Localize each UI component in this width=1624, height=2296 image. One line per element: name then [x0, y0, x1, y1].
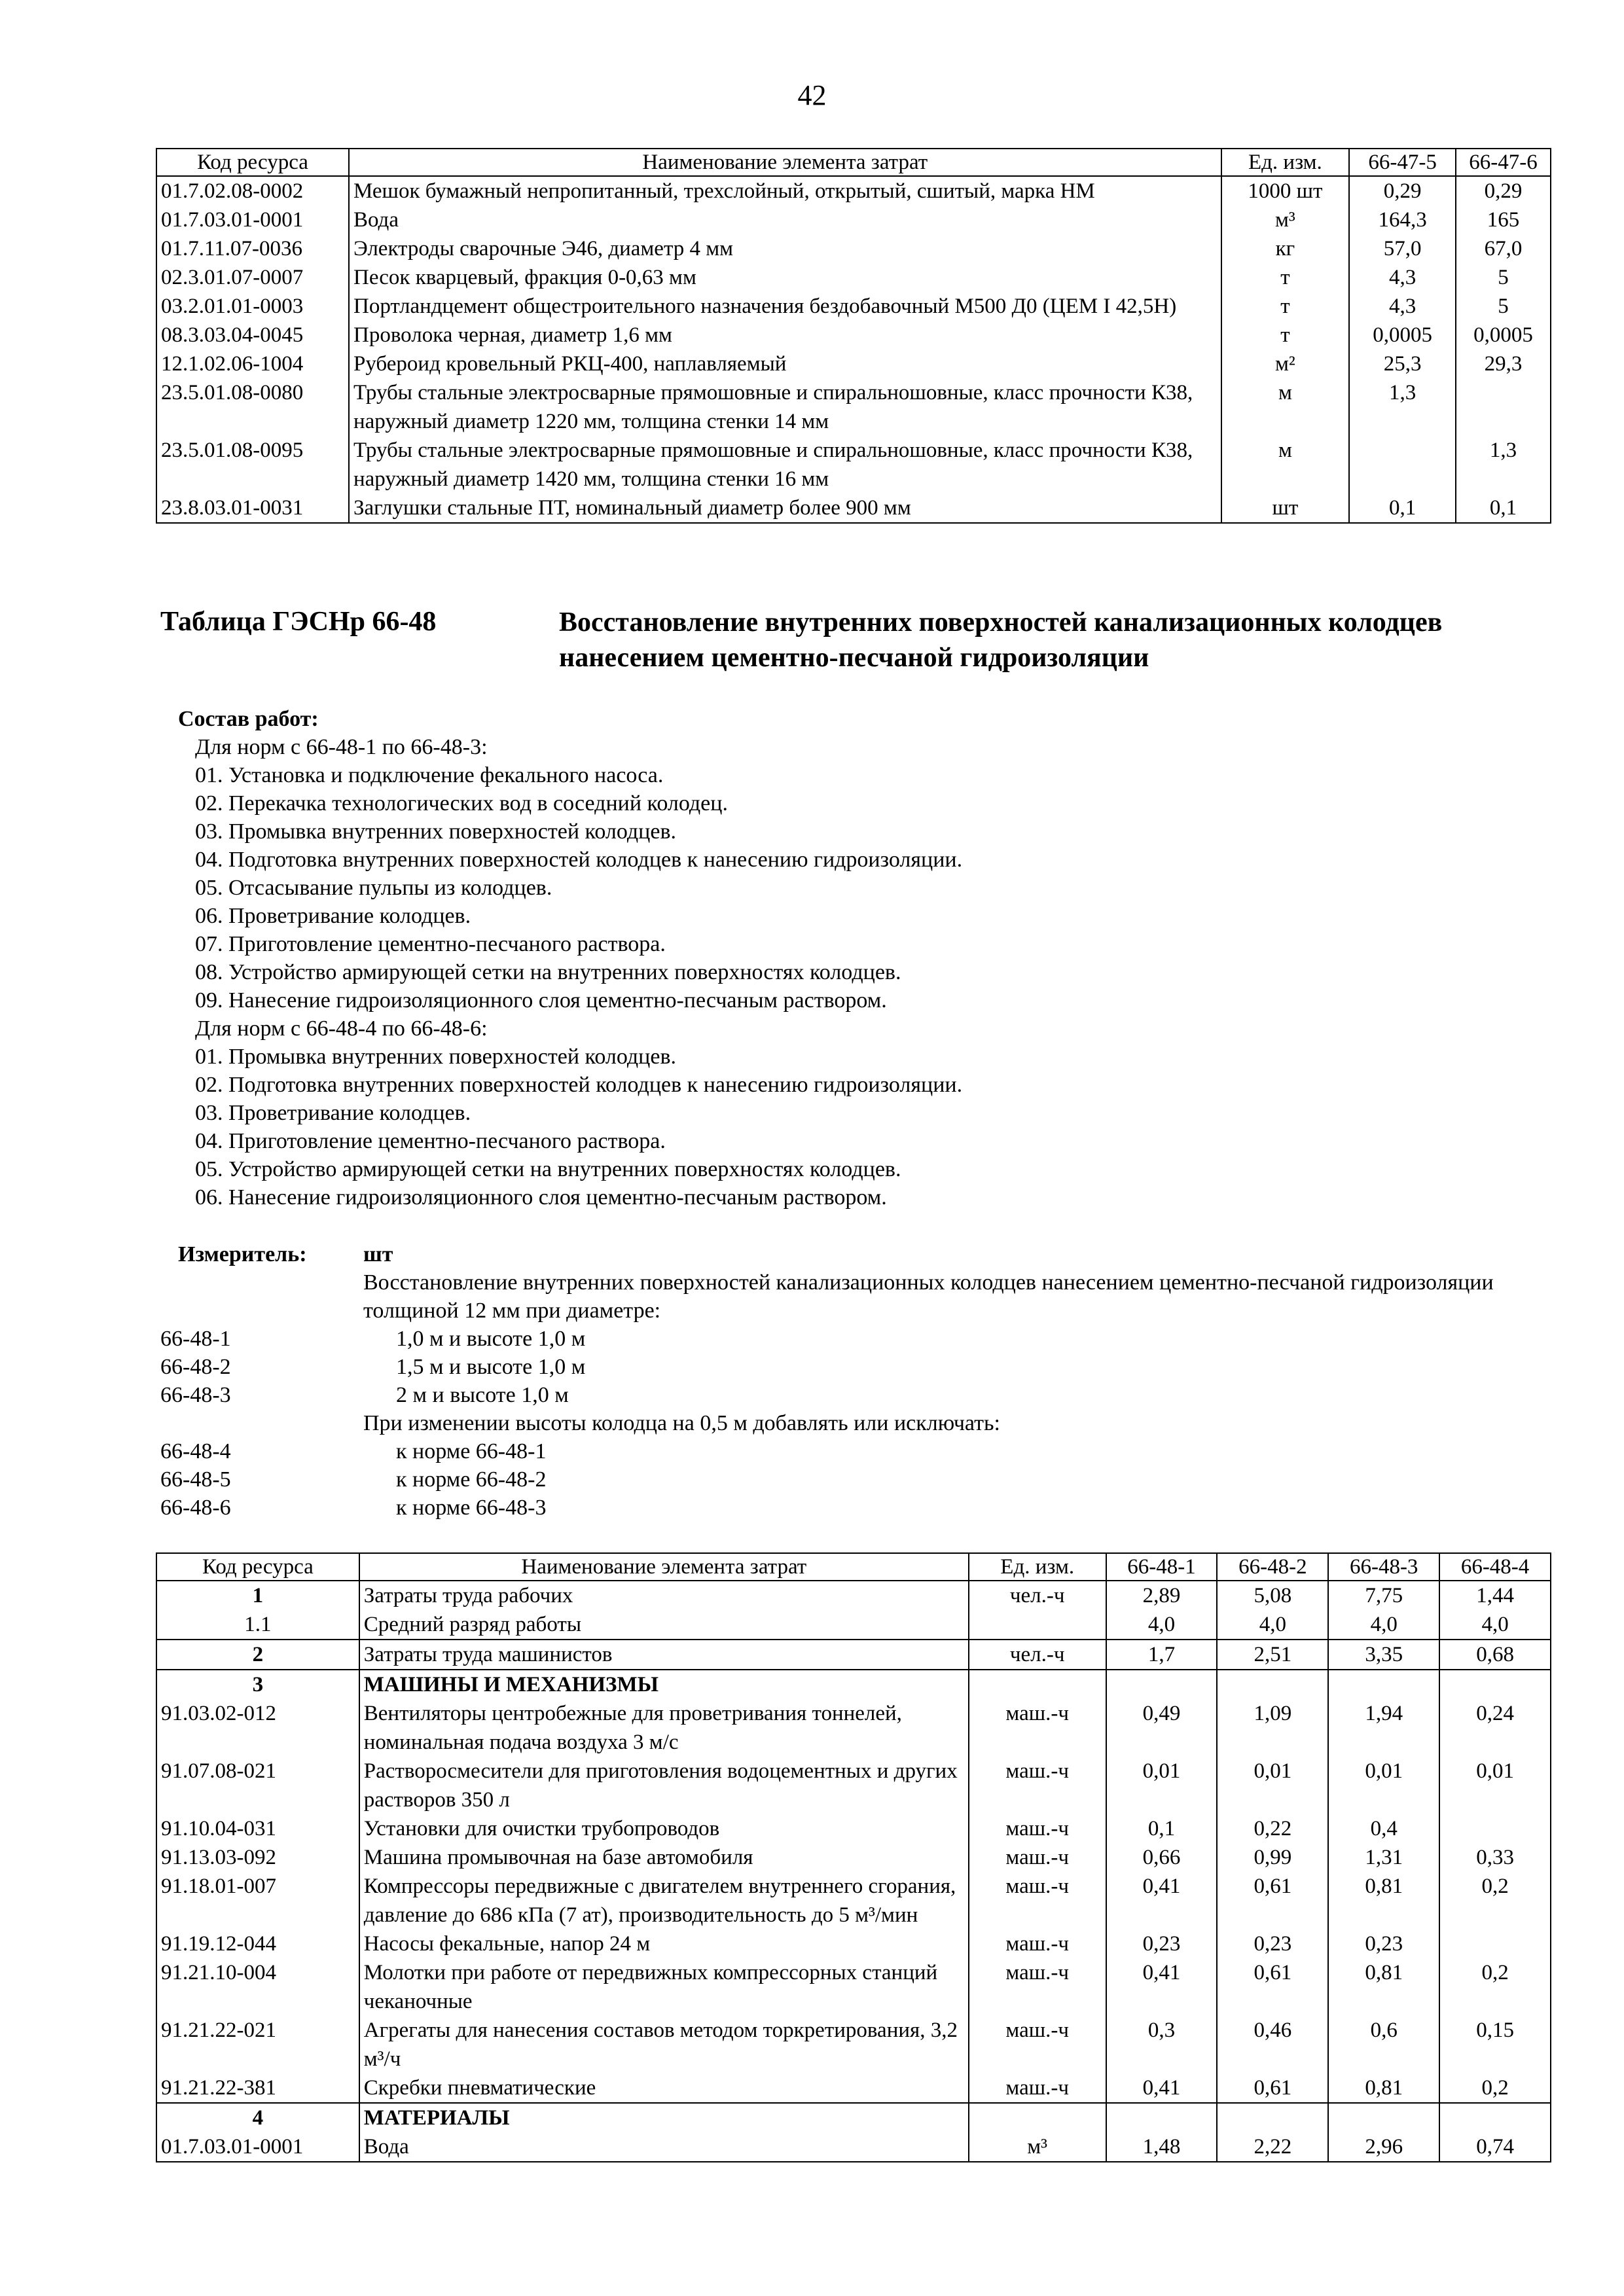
header-norm-66-47-6: 66-47-6: [1456, 149, 1551, 176]
table-row: [156, 1640, 1551, 1670]
resource-name: Мешок бумажный непропитанный, трехслойный, открытый, сшитый, марка НМ: [349, 176, 1221, 206]
works-line: Для норм с 66-48-1 по 66-48-3:: [195, 735, 488, 759]
value: 0,23: [1106, 1929, 1218, 1958]
value: 0,1: [1456, 493, 1551, 523]
unit: м: [1221, 436, 1350, 493]
value: 1,31: [1328, 1843, 1439, 1872]
unit: маш.-ч: [969, 1757, 1106, 1814]
works-line: 09. Нанесение гидроизоляционного слоя цементно-песчаным раствором.: [195, 988, 887, 1013]
header-code: Код ресурса: [156, 149, 349, 176]
value: 0,29: [1349, 176, 1456, 206]
value: 0,99: [1217, 1843, 1328, 1872]
works-line: 02. Перекачка технологических вод в соседний колодец.: [195, 791, 728, 816]
resource-code: 03.2.01.01-0003: [156, 292, 349, 321]
value: 0,81: [1328, 1958, 1439, 2016]
value: 0,66: [1106, 1843, 1218, 1872]
header-name: Наименование элемента затрат: [349, 149, 1221, 176]
unit: м²: [1221, 350, 1350, 378]
works-line: 05. Отсасывание пульпы из колодцев.: [195, 876, 552, 900]
header-norm-66-48-4: 66-48-4: [1439, 1553, 1551, 1581]
table-row: [156, 2132, 1551, 2162]
table-row: [156, 1843, 1551, 1872]
table-row: [156, 2016, 1551, 2073]
resource-code: 02.3.01.07-0007: [156, 263, 349, 292]
resource-code: 01.7.11.07-0036: [156, 234, 349, 263]
resource-name: Электроды сварочные Э46, диаметр 4 мм: [349, 234, 1221, 263]
table-row: [156, 321, 1551, 350]
value: [1439, 1929, 1551, 1958]
norm-code: 66-48-5: [160, 1467, 231, 1492]
resource-name: Трубы стальные электросварные прямошовные и спиральношовные, класс прочности К38, наружный диаметр 1220 мм, толщина стенки 14 мм: [349, 378, 1221, 436]
resource-name: Средний разряд работы: [359, 1610, 969, 1640]
value: 5,08: [1217, 1581, 1328, 1610]
norm-code: 66-48-1: [160, 1327, 231, 1351]
table-row: [156, 1872, 1551, 1929]
value: 0,68: [1439, 1640, 1551, 1670]
value: 0,4: [1328, 1814, 1439, 1843]
resource-table-66-47: [156, 148, 1551, 524]
resource-code: 91.21.10-004: [156, 1958, 359, 2016]
works-line: 07. Приготовление цементно-песчаного раствора.: [195, 932, 666, 956]
unit: маш.-ч: [969, 1929, 1106, 1958]
works-line: 01. Промывка внутренних поверхностей колодцев.: [195, 1045, 677, 1069]
value: 0,2: [1439, 1872, 1551, 1929]
value: 0,41: [1106, 1872, 1218, 1929]
value: 0,61: [1217, 1872, 1328, 1929]
unit: шт: [1221, 493, 1350, 523]
value: 0,2: [1439, 2073, 1551, 2103]
resource-name: Растворосмесители для приготовления водоцементных и других растворов 350 л: [359, 1757, 969, 1814]
value: 0,01: [1217, 1757, 1328, 1814]
value: 4,3: [1349, 292, 1456, 321]
norm-description: 2 м и высоте 1,0 м: [396, 1383, 569, 1407]
header-norm-66-48-2: 66-48-2: [1217, 1553, 1328, 1581]
norm-code: 66-48-2: [160, 1355, 231, 1379]
resource-code: 08.3.03.04-0045: [156, 321, 349, 350]
value: 2,96: [1328, 2132, 1439, 2162]
resource-name: Насосы фекальные, напор 24 м: [359, 1929, 969, 1958]
works-line: 01. Установка и подключение фекального насоса.: [195, 763, 664, 787]
measure-unit: шт: [363, 1242, 393, 1266]
value: 0,24: [1439, 1699, 1551, 1757]
value: 2,22: [1217, 2132, 1328, 2162]
resource-name: Рубероид кровельный РКЦ-400, наплавляемый: [349, 350, 1221, 378]
resource-name: Портландцемент общестроительного назначения бездобавочный М500 Д0 (ЦЕМ I 42,5Н): [349, 292, 1221, 321]
resource-code: 1: [156, 1581, 359, 1610]
resource-name: Заглушки стальные ПТ, номинальный диаметр более 900 мм: [349, 493, 1221, 523]
value: 7,75: [1328, 1581, 1439, 1610]
table-header-row: [156, 1553, 1551, 1581]
norm-code: 66-48-6: [160, 1496, 231, 1520]
value: 3,35: [1328, 1640, 1439, 1670]
unit: маш.-ч: [969, 2073, 1106, 2103]
resource-name: Вода: [349, 206, 1221, 234]
value: 25,3: [1349, 350, 1456, 378]
value: 67,0: [1456, 234, 1551, 263]
value: 0,01: [1439, 1757, 1551, 1814]
table-row: [156, 1699, 1551, 1757]
resource-name: Машина промывочная на базе автомобиля: [359, 1843, 969, 1872]
value: 4,0: [1217, 1610, 1328, 1640]
unit: т: [1221, 292, 1350, 321]
resource-code: 23.5.01.08-0095: [156, 436, 349, 493]
value: 2,51: [1217, 1640, 1328, 1670]
norm-code: 66-48-4: [160, 1439, 231, 1463]
value: 0,74: [1439, 2132, 1551, 2162]
resource-name: Затраты труда рабочих: [359, 1581, 969, 1610]
table-label: Таблица ГЭСНр 66-48: [160, 607, 437, 637]
value: 0,23: [1328, 1929, 1439, 1958]
unit: м: [1221, 378, 1350, 436]
page-number: 42: [797, 79, 827, 111]
resource-code: 4: [156, 2103, 359, 2132]
value: 5: [1456, 292, 1551, 321]
table-row: [156, 1929, 1551, 1958]
height-change-note: При изменении высоты колодца на 0,5 м добавлять или исключать:: [363, 1411, 1000, 1435]
value: [1349, 436, 1456, 493]
value: 0,1: [1349, 493, 1456, 523]
value: 0,23: [1217, 1929, 1328, 1958]
value: 2,89: [1106, 1581, 1218, 1610]
norm-description: к норме 66-48-3: [396, 1496, 547, 1520]
works-line: 06. Проветривание колодцев.: [195, 904, 471, 928]
resource-code: 91.18.01-007: [156, 1872, 359, 1929]
table-row: [156, 1581, 1551, 1610]
resource-code: 91.03.02-012: [156, 1699, 359, 1757]
resource-code: 1.1: [156, 1610, 359, 1640]
resource-code: 01.7.02.08-0002: [156, 176, 349, 206]
value: 0,22: [1217, 1814, 1328, 1843]
table-row: [156, 263, 1551, 292]
value: 0,81: [1328, 2073, 1439, 2103]
resource-name: Компрессоры передвижные с двигателем внутреннего сгорания, давление до 686 кПа (7 ат), производительность до 5 м³/мин: [359, 1872, 969, 1929]
table-row: [156, 1757, 1551, 1814]
works-line: 06. Нанесение гидроизоляционного слоя цементно-песчаным раствором.: [195, 1185, 887, 1210]
resource-code: 23.8.03.01-0031: [156, 493, 349, 523]
table-row: [156, 1610, 1551, 1640]
value: 164,3: [1349, 206, 1456, 234]
works-line: 04. Подготовка внутренних поверхностей колодцев к нанесению гидроизоляции.: [195, 848, 963, 872]
norm-description: к норме 66-48-1: [396, 1439, 547, 1463]
unit: чел.-ч: [969, 1640, 1106, 1670]
table-row: [156, 350, 1551, 378]
value: 0,49: [1106, 1699, 1218, 1757]
resource-code: 12.1.02.06-1004: [156, 350, 349, 378]
works-line: 05. Устройство армирующей сетки на внутренних поверхностях колодцев.: [195, 1157, 901, 1181]
table-row: [156, 1814, 1551, 1843]
value: 0,61: [1217, 1958, 1328, 2016]
table-row: [156, 493, 1551, 523]
unit: маш.-ч: [969, 1958, 1106, 2016]
value: 1,44: [1439, 1581, 1551, 1610]
unit: маш.-ч: [969, 1699, 1106, 1757]
unit: т: [1221, 321, 1350, 350]
section-row: [156, 1670, 1551, 1699]
norm-description: 1,0 м и высоте 1,0 м: [396, 1327, 586, 1351]
value: 57,0: [1349, 234, 1456, 263]
resource-code: 91.07.08-021: [156, 1757, 359, 1814]
value: 0,46: [1217, 2016, 1328, 2073]
value: 0,41: [1106, 1958, 1218, 2016]
table-row: [156, 436, 1551, 493]
value: 29,3: [1456, 350, 1551, 378]
value: 0,15: [1439, 2016, 1551, 2073]
resource-code: 01.7.03.01-0001: [156, 206, 349, 234]
value: 0,01: [1328, 1757, 1439, 1814]
header-code: Код ресурса: [156, 1553, 359, 1581]
unit: 1000 шт: [1221, 176, 1350, 206]
works-line: 04. Приготовление цементно-песчаного раствора.: [195, 1129, 666, 1153]
resource-name: Установки для очистки трубопроводов: [359, 1814, 969, 1843]
resource-name: Молотки при работе от передвижных компрессорных станций чеканочные: [359, 1958, 969, 2016]
value: 0,6: [1328, 2016, 1439, 2073]
value: 0,01: [1106, 1757, 1218, 1814]
value: 5: [1456, 263, 1551, 292]
resource-name: Вода: [359, 2132, 969, 2162]
value: 4,3: [1349, 263, 1456, 292]
table-row: [156, 2073, 1551, 2103]
resource-code: 23.5.01.08-0080: [156, 378, 349, 436]
measure-description: Восстановление внутренних поверхностей канализационных колодцев нанесением цементно-песчаной гидроизоляции толщиной 12 мм при диаметре:: [363, 1270, 1494, 1323]
value: 1,3: [1349, 378, 1456, 436]
header-norm-66-47-5: 66-47-5: [1349, 149, 1456, 176]
works-line: 02. Подготовка внутренних поверхностей колодцев к нанесению гидроизоляции.: [195, 1073, 963, 1097]
resource-name: Агрегаты для нанесения составов методом торкретирования, 3,2 м³/ч: [359, 2016, 969, 2073]
measure-label: Измеритель:: [178, 1242, 307, 1266]
resource-name: Проволока черная, диаметр 1,6 мм: [349, 321, 1221, 350]
table-row: [156, 176, 1551, 206]
value: 0,41: [1106, 2073, 1218, 2103]
resource-code: 01.7.03.01-0001: [156, 2132, 359, 2162]
unit: м³: [1221, 206, 1350, 234]
resource-code: 3: [156, 1670, 359, 1699]
table-row: [156, 234, 1551, 263]
value: 1,48: [1106, 2132, 1218, 2162]
works-line: 08. Устройство армирующей сетки на внутренних поверхностях колодцев.: [195, 960, 901, 984]
value: 1,3: [1456, 436, 1551, 493]
value: 165: [1456, 206, 1551, 234]
table-row: [156, 1958, 1551, 2016]
unit: маш.-ч: [969, 1843, 1106, 1872]
resource-code: 91.21.22-381: [156, 2073, 359, 2103]
works-line: Для норм с 66-48-4 по 66-48-6:: [195, 1016, 488, 1041]
resource-name: Песок кварцевый, фракция 0-0,63 мм: [349, 263, 1221, 292]
value: 0,2: [1439, 1958, 1551, 2016]
table-title: Восстановление внутренних поверхностей канализационных колодцев нанесением цементно-песчаной гидроизоляции: [559, 607, 1443, 673]
value: 0,1: [1106, 1814, 1218, 1843]
value: 4,0: [1439, 1610, 1551, 1640]
value: 1,94: [1328, 1699, 1439, 1757]
section-name: МАТЕРИАЛЫ: [359, 2103, 969, 2132]
value: 4,0: [1328, 1610, 1439, 1640]
resource-name: Трубы стальные электросварные прямошовные и спиральношовные, класс прочности К38, наружный диаметр 1420 мм, толщина стенки 16 мм: [349, 436, 1221, 493]
resource-code: 2: [156, 1640, 359, 1670]
table-header-row: [156, 149, 1551, 176]
header-norm-66-48-1: 66-48-1: [1106, 1553, 1218, 1581]
works-line: 03. Промывка внутренних поверхностей колодцев.: [195, 819, 677, 844]
section-row: [156, 2103, 1551, 2132]
value: 0,29: [1456, 176, 1551, 206]
resource-table-66-48: [156, 1552, 1551, 2162]
table-row: [156, 206, 1551, 234]
resource-name: Затраты труда машинистов: [359, 1640, 969, 1670]
table-row: [156, 378, 1551, 436]
unit: маш.-ч: [969, 2016, 1106, 2073]
resource-name: Вентиляторы центробежные для проветривания тоннелей, номинальная подача воздуха 3 м/с: [359, 1699, 969, 1757]
resource-code: 91.10.04-031: [156, 1814, 359, 1843]
unit: м³: [969, 2132, 1106, 2162]
value: 0,61: [1217, 2073, 1328, 2103]
norm-description: 1,5 м и высоте 1,0 м: [396, 1355, 586, 1379]
value: 0,33: [1439, 1843, 1551, 1872]
value: 1,7: [1106, 1640, 1218, 1670]
unit: т: [1221, 263, 1350, 292]
value: 0,0005: [1456, 321, 1551, 350]
value: [1439, 1814, 1551, 1843]
header-name: Наименование элемента затрат: [359, 1553, 969, 1581]
value: 0,81: [1328, 1872, 1439, 1929]
header-norm-66-48-3: 66-48-3: [1328, 1553, 1439, 1581]
works-line: 03. Проветривание колодцев.: [195, 1101, 471, 1125]
resource-code: 91.19.12-044: [156, 1929, 359, 1958]
unit: маш.-ч: [969, 1814, 1106, 1843]
value: 4,0: [1106, 1610, 1218, 1640]
value: 1,09: [1217, 1699, 1328, 1757]
norm-description: к норме 66-48-2: [396, 1467, 547, 1492]
unit: маш.-ч: [969, 1872, 1106, 1929]
resource-code: 91.13.03-092: [156, 1843, 359, 1872]
resource-code: 91.21.22-021: [156, 2016, 359, 2073]
header-unit: Ед. изм.: [1221, 149, 1350, 176]
unit: кг: [1221, 234, 1350, 263]
resource-name: Скребки пневматические: [359, 2073, 969, 2103]
header-unit: Ед. изм.: [969, 1553, 1106, 1581]
works-heading: Состав работ:: [178, 707, 319, 731]
section-name: МАШИНЫ И МЕХАНИЗМЫ: [359, 1670, 969, 1699]
table-row: [156, 292, 1551, 321]
value: 0,0005: [1349, 321, 1456, 350]
unit: чел.-ч: [969, 1581, 1106, 1610]
value: 0,3: [1106, 2016, 1218, 2073]
norm-code: 66-48-3: [160, 1383, 231, 1407]
unit: [969, 1610, 1106, 1640]
value: [1456, 378, 1551, 436]
